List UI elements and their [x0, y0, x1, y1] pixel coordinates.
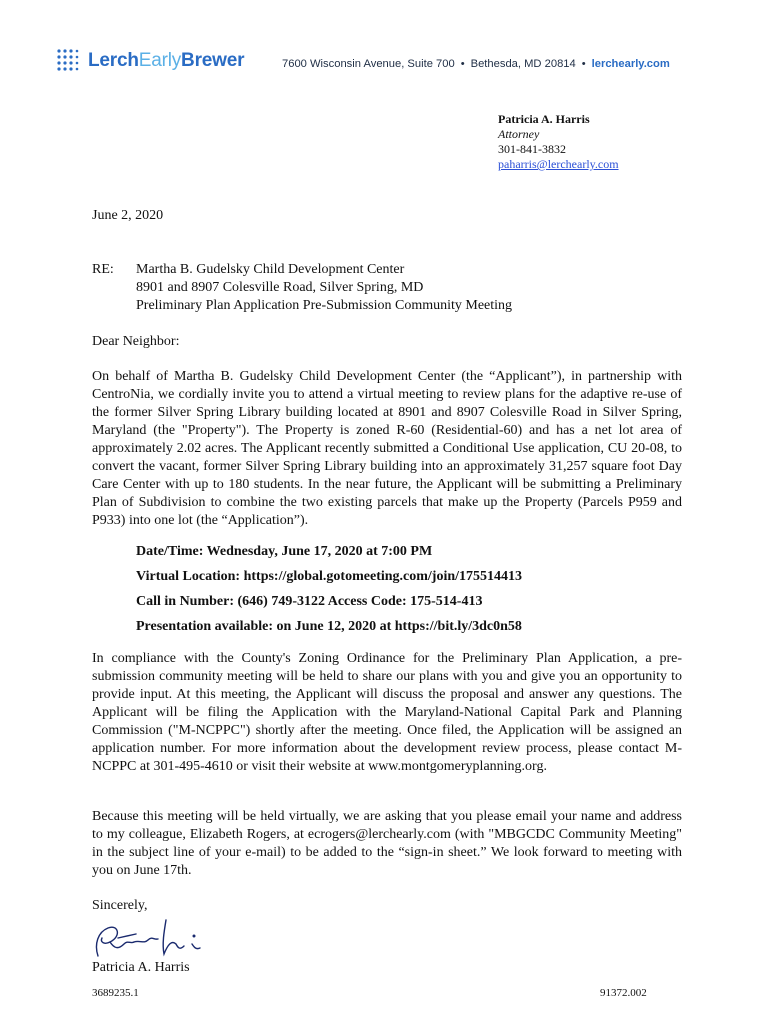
firm-name-lerch: Lerch	[88, 50, 139, 71]
meeting-location: Virtual Location: https://global.gotomeeting.com/join/175514413	[136, 569, 523, 584]
sender-title: Attorney	[498, 127, 540, 141]
body-paragraph-3: Because this meeting will be held virtually, we are asking that you please email your name and address to my colleague, Elizabeth Rogers, at ecrogers@lerchearly.com (with "MBGCDC Community Meeting" in the subject line of your e-mail) to be added to the “sign-in sheet.” We look forward to meeting with you on June 17th.	[92, 809, 682, 878]
firm-name-brewer: Brewer	[181, 50, 245, 71]
meeting-call-in: Call in Number: (646) 749-3122 Access Code: 175-514-413	[136, 594, 483, 609]
matter-number: 91372.002	[600, 987, 647, 999]
body-paragraph-1: On behalf of Martha B. Gudelsky Child Development Center (the “Applicant”), in partnership with CentroNia, we cordially invite you to attend a virtual meeting to review plans for the adaptive re-use of the former Silver Spring Library building located at 8901 and 8907 Colesville Road in Silver Spring, Maryland (the "Property"). The Property is zoned R-60 (Residential-60) and has a net lot area of approximately 2.02 acres. The Applicant recently submitted a Conditional Use application, CU 20-08, to convert the vacant, former Silver Spring Library building into an approximately 31,257 square foot Day Care Center with up to 180 students. In the near future, the Applicant will be submitting a Preliminary Plan of Subdivision to combine the two existing parcels that make up the Property (Parcels P959 and P933) into one lot (the “Application”).	[92, 369, 682, 528]
firm-logo-icon	[56, 48, 82, 74]
re-line-3: Preliminary Plan Application Pre-Submission Community Meeting	[136, 298, 513, 313]
address-separator: •	[460, 58, 465, 70]
meeting-details	[136, 544, 522, 644]
salutation: Dear Neighbor:	[92, 334, 180, 349]
letter-date: June 2, 2020	[92, 208, 164, 223]
meeting-presentation: Presentation available: on June 12, 2020 at https://bit.ly/3dc0n58	[136, 619, 522, 634]
sender-name: Patricia A. Harris	[498, 112, 590, 126]
sender-block	[498, 112, 619, 172]
sender-email-link[interactable]: paharris@lerchearly.com	[498, 157, 619, 171]
re-line-1: Martha B. Gudelsky Child Development Center	[136, 262, 405, 277]
meeting-datetime: Date/Time: Wednesday, June 17, 2020 at 7:00 PM	[136, 544, 433, 559]
signer-name: Patricia A. Harris	[92, 960, 190, 975]
body-paragraph-2: In compliance with the County's Zoning Ordinance for the Preliminary Plan Application, a pre-submission community meeting will be held to share our plans with you and give you an opportunity to provide input. At this meeting, the Applicant will discuss the proposal and answer any questions. The Applicant will be filing the Application with the Maryland-National Capital Park and Planning Commission ("M-NCPPC") shortly after the meeting. Once filed, the Application will be assigned an application number. For more information about the development review process, please contact M-NCPPC at 301-495-4610 or visit their website at www.montgomeryplanning.org.	[92, 651, 682, 774]
document-number: 3689235.1	[92, 987, 139, 999]
firm-name	[88, 50, 244, 72]
address-street: 7600 Wisconsin Avenue, Suite 700	[282, 58, 455, 70]
address-separator: •	[581, 58, 586, 70]
address-city: Bethesda, MD 20814	[470, 58, 576, 70]
closing: Sincerely,	[92, 898, 148, 913]
sender-phone: 301-841-3832	[498, 142, 566, 156]
re-line-2: 8901 and 8907 Colesville Road, Silver Spring, MD	[136, 280, 424, 295]
firm-website-link[interactable]: lerchearly.com	[591, 58, 670, 70]
re-label: RE:	[92, 262, 114, 277]
letterhead	[56, 44, 730, 84]
signature-image	[88, 914, 218, 964]
firm-name-early: Early	[138, 50, 182, 71]
firm-address	[282, 58, 670, 70]
